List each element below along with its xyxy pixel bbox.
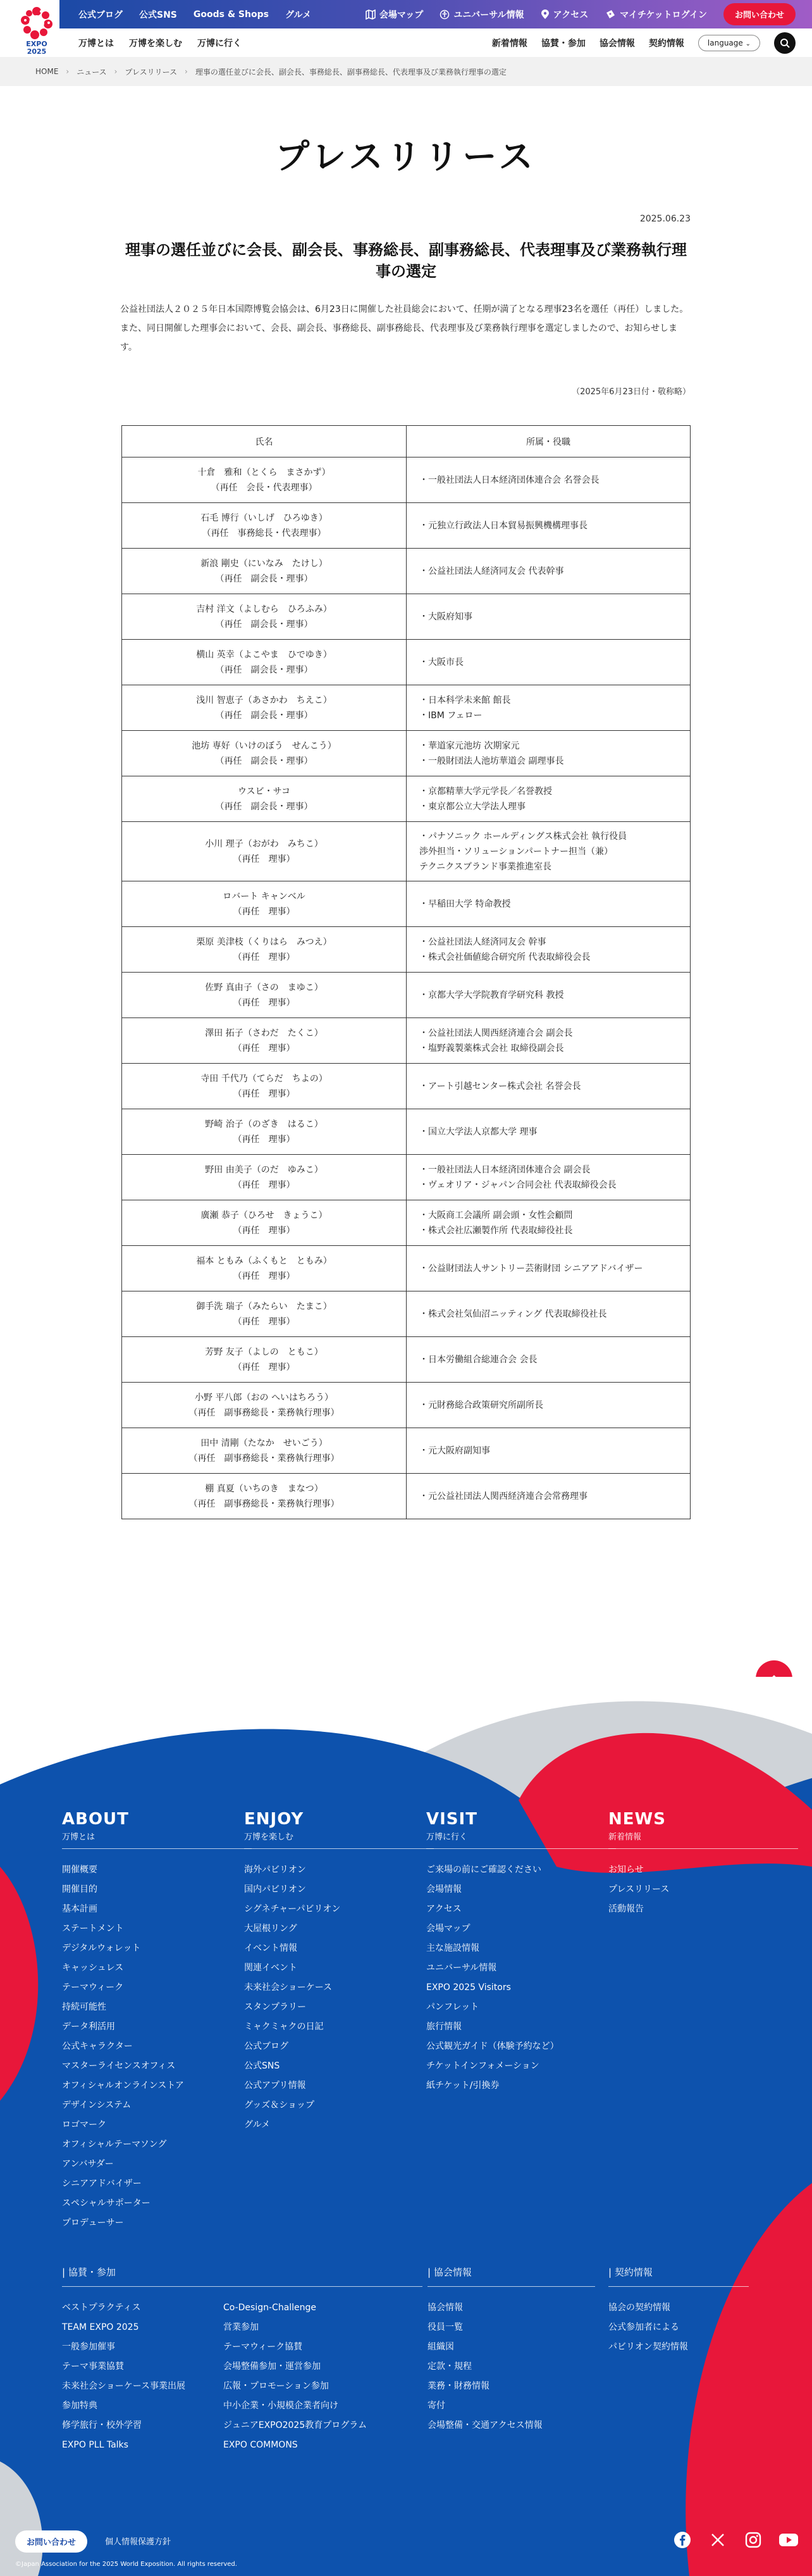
member-affiliation: ・元独立行政法人日本貿易振興機構理事長	[407, 503, 691, 549]
nav-contract[interactable]: 契約情報	[648, 38, 684, 49]
expo-logo[interactable]	[18, 6, 56, 57]
footer-link[interactable]: 公式キャラクター	[62, 2041, 133, 2051]
table-row	[122, 822, 691, 881]
member-name: 栗原 美津枝（くりはら みつえ）	[196, 936, 332, 947]
article-lead: 公益社団法人２０２５年日本国際博覧会協会は、6月23日に開催した社員総会において、任期が満了となる理事23名を選任（再任）しました。また、同日開催した理事会において、会長、副会長、事務総長、副事務総長、代表理事及び業務執行理事を選定しましたので、お知らせします。	[120, 304, 689, 352]
table-row	[122, 549, 691, 594]
top-link-sns[interactable]: 公式SNS	[139, 9, 177, 20]
social-links	[672, 2529, 799, 2551]
footer-link[interactable]: 旅行情報	[426, 2022, 462, 2032]
table-row	[122, 1383, 691, 1428]
expo-logo-mark	[20, 6, 53, 39]
table-row	[122, 927, 691, 973]
member-affiliation: ・パナソニック ホールディングス株式会社 執行役員 渉外担当・ソリューションパートナー担当（兼） テクニクスブランド事業推進室長	[407, 822, 691, 881]
footer-link[interactable]: 公式アプリ情報	[244, 2081, 306, 2091]
chevron-right-icon: ›	[114, 67, 118, 76]
member-affiliation: ・元公益社団法人関西経済連合会常務理事	[407, 1474, 691, 1519]
member-name-cell	[122, 1246, 407, 1291]
breadcrumb-current: 理事の選任並びに会長、副会長、事務総長、副事務総長、代表理事及び業務執行理事の選定	[195, 67, 507, 77]
member-position: （再任 理事）	[233, 1134, 295, 1145]
footer-link[interactable]: 海外パビリオン	[244, 1865, 306, 1875]
sub-nav	[492, 28, 796, 57]
footer-link[interactable]: スタンプラリー	[244, 2002, 306, 2012]
member-name: 佐野 真由子（さの まゆこ）	[205, 982, 323, 993]
table-body	[122, 457, 691, 1519]
member-affiliation: ・国立大学法人京都大学 理事	[407, 1109, 691, 1155]
member-name-cell	[122, 1064, 407, 1109]
footer-link[interactable]: 会場マップ	[426, 1924, 471, 1934]
footer-link[interactable]: 大屋根リング	[244, 1924, 297, 1934]
chevron-right-icon: ›	[185, 67, 188, 76]
footer-column-sub: 万博とは	[62, 1830, 252, 1849]
member-name-cell	[122, 640, 407, 685]
member-name-cell	[122, 927, 407, 973]
footer-link[interactable]: スペシャルサポーター	[62, 2198, 151, 2208]
member-name-cell	[122, 973, 407, 1018]
member-position: （再任 理事）	[233, 854, 295, 864]
footer-link[interactable]: デジタルウォレット	[62, 1943, 141, 1953]
footer-link[interactable]: TEAM EXPO 2025	[62, 2322, 139, 2332]
member-affiliation: ・公益財団法人サントリー芸術財団 シニアアドバイザー	[407, 1246, 691, 1291]
footer-link[interactable]: EXPO 2025 Visitors	[426, 1982, 511, 1993]
table-row	[122, 1064, 691, 1109]
member-name-cell	[122, 1383, 407, 1428]
member-affiliation: ・日本労働組合総連合会 会長	[407, 1337, 691, 1383]
footer-link[interactable]: 未来社会ショーケース	[244, 1982, 333, 1993]
table-row	[122, 1155, 691, 1200]
footer-column-enjoy	[244, 1810, 434, 2135]
member-name-cell	[122, 1200, 407, 1246]
map-icon	[366, 9, 376, 20]
member-affiliation: ・京都精華大学元学長／名誉教授 ・東京都公立大学法人理事	[407, 776, 691, 822]
footer-link[interactable]: 未来社会ショーケース事業出展	[62, 2381, 186, 2391]
footer-link[interactable]: 協会情報	[428, 2303, 463, 2313]
member-position: （再任 理事）	[233, 952, 295, 962]
footer-link[interactable]: 参加特典	[62, 2401, 97, 2411]
footer-contract-section	[608, 2265, 749, 2357]
footer-link[interactable]: 修学旅行・校外学習	[62, 2420, 142, 2430]
breadcrumb-home[interactable]: HOME	[35, 67, 59, 76]
member-affiliation: ・一般社団法人日本経済団体連合会 副会長 ・ヴェオリア・ジャパン合同会社 代表取締役会長	[407, 1155, 691, 1200]
member-affiliation: ・大阪市長	[407, 640, 691, 685]
footer-link[interactable]: 基本計画	[62, 1904, 97, 1914]
table-row	[122, 685, 691, 731]
footer-column-news	[608, 1810, 798, 1919]
member-position: （再任 副事務総長・業務執行理事）	[188, 1453, 340, 1464]
member-affiliation: ・公益社団法人関西経済連合会 副会長 ・塩野義製薬株式会社 取締役副会長	[407, 1018, 691, 1064]
ticket-icon	[605, 9, 616, 20]
member-position: （再任 副会長・理事）	[215, 756, 313, 766]
universal-info-link[interactable]	[440, 8, 524, 21]
member-name: 池坊 専好（いけのぼう せんこう）	[192, 740, 336, 751]
member-position: （再任 副事務総長・業務執行理事）	[188, 1498, 340, 1509]
member-name-cell	[122, 1109, 407, 1155]
facebook-icon[interactable]	[672, 2529, 693, 2551]
member-name: ウスビ・サコ	[237, 786, 291, 797]
footer-column-about	[62, 1810, 252, 2233]
table-row	[122, 1200, 691, 1246]
search-icon	[780, 38, 790, 48]
member-position: （再任 理事）	[233, 1088, 295, 1099]
header-contact-button[interactable]: お問い合わせ	[723, 3, 796, 25]
footer-link[interactable]: 業務・財務情報	[428, 2381, 489, 2391]
venue-map-label: 会場マップ	[379, 9, 424, 20]
footer-link[interactable]: 公式SNS	[244, 2061, 280, 2071]
footer-sponsor-head: | 協賛・参加	[62, 2265, 422, 2287]
table-row	[122, 973, 691, 1018]
table-row	[122, 881, 691, 927]
member-name: 石毛 博行（いしげ ひろゆき）	[200, 513, 328, 523]
member-position: （再任 理事）	[233, 1362, 295, 1372]
page-title: プレスリリース	[275, 137, 537, 177]
nav-news[interactable]: 新着情報	[491, 38, 527, 49]
instagram-icon[interactable]	[742, 2529, 764, 2551]
main-nav	[78, 28, 242, 57]
copyright: ©Japan Association for the 2025 World Exposition. All rights reserved.	[15, 2561, 237, 2568]
footer-link[interactable]: EXPO COMMONS	[223, 2440, 298, 2450]
member-name-cell	[122, 731, 407, 776]
footer-link[interactable]: データ利活用	[62, 2022, 115, 2032]
universal-info-label: ユニバーサル情報	[453, 9, 524, 20]
footer-link[interactable]: 協会の契約情報	[608, 2303, 670, 2313]
my-ticket-login-label: マイチケットログイン	[620, 9, 707, 20]
member-name-cell	[122, 685, 407, 731]
footer-link[interactable]: マスターライセンスオフィス	[62, 2061, 176, 2071]
footer-association-head-label: 協会情報	[433, 2267, 472, 2278]
table-row	[122, 1474, 691, 1519]
footer-link[interactable]: デザインシステム	[62, 2100, 132, 2110]
table-row	[122, 640, 691, 685]
table-row	[122, 457, 691, 503]
footer-link[interactable]: Co-Design-Challenge	[223, 2303, 317, 2313]
table-header-name: 氏名	[122, 426, 407, 457]
footer-link[interactable]: 国内パビリオン	[244, 1884, 306, 1895]
member-name-cell	[122, 881, 407, 927]
member-name: 新浪 剛史（にいなみ たけし）	[200, 558, 328, 569]
member-affiliation: ・株式会社気仙沼ニッティング 代表取締役社長	[407, 1291, 691, 1337]
universal-icon	[440, 9, 450, 20]
footer-column-visit	[426, 1810, 616, 2096]
language-label: language	[707, 38, 743, 47]
search-button[interactable]	[774, 32, 796, 54]
member-name: 小野 平八郎（おの へいはちろう）	[195, 1392, 333, 1403]
header-top-bar	[59, 0, 812, 28]
table-row	[122, 1109, 691, 1155]
member-affiliation: ・華道家元池坊 次期家元 ・一般財団法人池坊華道会 副理事長	[407, 731, 691, 776]
member-name: 横山 英幸（よこやま ひでゆき）	[196, 649, 332, 660]
footer-link[interactable]: ご来場の前にご確認ください	[426, 1865, 541, 1875]
member-name-cell	[122, 457, 407, 503]
footer-link[interactable]: ステートメント	[62, 1924, 124, 1934]
member-affiliation: ・一般社団法人日本経済団体連合会 名誉会長	[407, 457, 691, 503]
footer-link[interactable]: 紙チケット/引換券	[426, 2081, 500, 2091]
language-select[interactable]	[698, 35, 760, 51]
venue-map-link[interactable]	[366, 8, 423, 21]
footer-column-head[interactable]: ABOUT	[62, 1810, 129, 1829]
footer-association-head: | 協会情報	[428, 2265, 595, 2287]
footer-link[interactable]: グッズ＆ショップ	[244, 2100, 315, 2110]
footer-link[interactable]: チケットインフォメーション	[426, 2061, 539, 2071]
member-name: 御手洗 瑞子（みたらい たまこ）	[196, 1301, 332, 1312]
footer-link[interactable]: オフィシャルオンラインストア	[62, 2081, 184, 2091]
member-name-cell	[122, 549, 407, 594]
table-row	[122, 731, 691, 776]
nav-visit[interactable]: 万博に行く	[197, 38, 242, 49]
site-footer	[0, 1677, 812, 2576]
member-affiliation: ・公益社団法人経済同友会 幹事 ・株式会社価値総合研究所 代表取締役会長	[407, 927, 691, 973]
member-name-cell	[122, 503, 407, 549]
breadcrumb	[0, 57, 812, 86]
top-link-gourmet[interactable]: グルメ	[285, 9, 312, 20]
member-name: 十倉 雅和（とくら まさかず）	[197, 467, 331, 478]
member-position: （再任 理事）	[233, 1316, 295, 1327]
footer-link[interactable]: 主な施設情報	[426, 1943, 479, 1953]
nav-about[interactable]: 万博とは	[78, 38, 114, 49]
top-link-goods[interactable]: Goods & Shops	[193, 9, 269, 20]
footer-association-section	[428, 2265, 595, 2436]
table-row	[122, 1337, 691, 1383]
footer-link[interactable]: グルメ	[244, 2120, 271, 2130]
location-pin-icon	[541, 9, 550, 20]
member-affiliation: ・大阪府知事	[407, 594, 691, 640]
footer-column-sub: 万博に行く	[426, 1830, 616, 1849]
member-position: （再任 副会長・理事）	[215, 801, 313, 812]
table-row	[122, 503, 691, 549]
nav-enjoy[interactable]: 万博を楽しむ	[129, 38, 182, 49]
footer-link[interactable]: テーマウィーク協賛	[223, 2342, 303, 2352]
footer-column-head[interactable]: NEWS	[608, 1810, 666, 1829]
footer-link[interactable]: 開催概要	[62, 1865, 97, 1875]
member-name: 田中 清剛（たなか せいごう）	[200, 1438, 328, 1448]
table-header-affiliation: 所属・役職	[407, 426, 691, 457]
footer-link[interactable]: 関連イベント	[244, 1963, 297, 1973]
footer-link[interactable]: 広報・プロモーション参加	[223, 2381, 329, 2391]
access-label: アクセス	[553, 9, 589, 20]
footer-link[interactable]: EXPO PLL Talks	[62, 2440, 128, 2450]
table-row	[122, 1018, 691, 1064]
member-affiliation: ・日本科学未来館 館長 ・IBM フェロー	[407, 685, 691, 731]
member-position: （再任 副会長・理事）	[215, 710, 313, 721]
footer-link[interactable]: テーマウィーク	[62, 1982, 124, 1993]
member-name: 澤田 拓子（さわだ たくこ）	[205, 1028, 323, 1038]
footer-contract-head: | 契約情報	[608, 2265, 749, 2287]
footer-contract-head-label: 契約情報	[614, 2267, 653, 2278]
footer-link[interactable]: 持続可能性	[62, 2002, 106, 2012]
article-title: 理事の選任並びに会長、副会長、事務総長、副事務総長、代表理事及び業務執行理事の選定	[125, 241, 687, 280]
footer-link[interactable]: お知らせ	[608, 1865, 644, 1875]
member-position: （再任 理事）	[233, 997, 295, 1008]
top-link-blog[interactable]: 公式ブログ	[78, 9, 123, 20]
member-name: 野崎 治子（のざき はるこ）	[205, 1119, 323, 1129]
member-name: 小川 理子（おがわ みちこ）	[205, 838, 323, 849]
article-note: （2025年6月23日付・敬称略）	[572, 387, 691, 397]
footer-link[interactable]: テーマ事業協賛	[62, 2361, 124, 2372]
member-affiliation: ・京都大学大学院教育学研究科 教授	[407, 973, 691, 1018]
table-row	[122, 594, 691, 640]
footer-link[interactable]: ユニバーサル情報	[426, 1963, 497, 1973]
access-link[interactable]	[541, 8, 589, 21]
member-name-cell	[122, 1428, 407, 1474]
member-name-cell	[122, 1337, 407, 1383]
member-position: （再任 副会長・理事）	[215, 573, 313, 584]
footer-link[interactable]: 活動報告	[608, 1904, 644, 1914]
member-position: （再任 副会長・理事）	[215, 619, 313, 630]
logo-text-year: 2025	[27, 47, 47, 56]
footer-link[interactable]: 公式参加者による パビリオン契約情報	[608, 2322, 688, 2352]
table-row	[122, 1428, 691, 1474]
table-row	[122, 776, 691, 822]
chevron-right-icon: ›	[66, 67, 70, 76]
member-name: ロバート キャンベル	[223, 891, 305, 902]
member-position: （再任 事務総長・代表理事）	[202, 528, 326, 538]
member-position: （再任 副事務総長・業務執行理事）	[188, 1407, 340, 1418]
footer-column-head[interactable]: ENJOY	[244, 1810, 304, 1829]
footer-link[interactable]: 会場整備・交通アクセス情報	[428, 2420, 543, 2430]
my-ticket-login-link[interactable]	[605, 8, 707, 21]
footer-link[interactable]: 中小企業・小規模企業者向け	[223, 2401, 338, 2411]
member-affiliation: ・元財務総合政策研究所副所長	[407, 1383, 691, 1428]
breadcrumb-press-release[interactable]: プレスリリース	[125, 67, 177, 77]
member-name: 棚 真夏（いちのき まなつ）	[205, 1483, 323, 1494]
footer-sponsor-head-label: 協賛・参加	[68, 2267, 116, 2278]
member-name: 吉村 洋文（よしむら ひろふみ）	[196, 604, 332, 614]
member-affiliation: ・公益社団法人経済同友会 代表幹事	[407, 549, 691, 594]
member-affiliation: ・元大阪府副知事	[407, 1428, 691, 1474]
footer-link[interactable]: 公式観光ガイド（体験予約など）	[426, 2041, 559, 2051]
chevron-down-icon: ⌄	[745, 40, 751, 47]
footer-link[interactable]: 寄付	[428, 2401, 445, 2411]
member-position: （再任 理事）	[233, 1271, 295, 1281]
footer-link[interactable]: 会場整備参加・運営参加	[223, 2361, 321, 2372]
footer-link[interactable]: パンフレット	[426, 2002, 479, 2012]
footer-link[interactable]: キャッシュレス	[62, 1963, 124, 1973]
footer-link[interactable]: 営業参加	[223, 2322, 259, 2332]
board-members-table	[121, 425, 691, 1519]
member-name: 芳野 友子（よしの ともこ）	[205, 1347, 323, 1357]
nav-association[interactable]: 協会情報	[599, 38, 635, 49]
member-affiliation: ・大阪商工会議所 副会頭・女性会顧問 ・株式会社広瀬製作所 代表取締役社長	[407, 1200, 691, 1246]
footer-bottom-bar	[0, 2515, 812, 2576]
member-affiliation: ・アート引越センター株式会社 名誉会長	[407, 1064, 691, 1109]
footer-link[interactable]: アンバサダー	[62, 2159, 114, 2169]
footer-link[interactable]: プレスリリース	[608, 1884, 670, 1895]
member-position: （再任 会長・代表理事）	[211, 482, 317, 493]
member-name-cell	[122, 776, 407, 822]
footer-link[interactable]: ジュニアEXPO2025教育プログラム	[223, 2420, 367, 2430]
footer-link[interactable]: 公式ブログ	[244, 2041, 288, 2051]
footer-link[interactable]: 一般参加催事	[62, 2342, 115, 2352]
member-affiliation: ・早稲田大学 特命教授	[407, 881, 691, 927]
footer-link[interactable]: ミャクミャクの日記	[244, 2022, 324, 2032]
footer-link[interactable]: オフィシャルテーマソング	[62, 2139, 167, 2150]
table-row	[122, 1291, 691, 1337]
member-name: 廣瀬 恭子（ひろせ きょうこ）	[200, 1210, 328, 1221]
footer-link[interactable]: プロデューサー	[62, 2218, 124, 2228]
member-position: （再任 副会長・理事）	[215, 664, 313, 675]
member-name-cell	[122, 1291, 407, 1337]
table-row	[122, 1246, 691, 1291]
member-name-cell	[122, 594, 407, 640]
youtube-icon[interactable]	[778, 2529, 799, 2551]
site-header	[0, 0, 812, 57]
x-twitter-icon[interactable]	[707, 2529, 729, 2551]
breadcrumb-news[interactable]: ニュース	[77, 67, 107, 77]
member-name: 福本 ともみ（ふくもと ともみ）	[196, 1255, 332, 1266]
footer-link[interactable]: シグネチャーパビリオン	[244, 1904, 341, 1914]
footer-sponsor-section	[62, 2265, 422, 2455]
member-position: （再任 理事）	[233, 1179, 295, 1190]
footer-link[interactable]: シニアアドバイザー	[62, 2179, 142, 2189]
footer-column-sub: 新着情報	[608, 1830, 798, 1849]
member-name: 浅川 智恵子（あさかわ ちえこ）	[196, 695, 332, 706]
article-date: 2025.06.23	[639, 214, 691, 224]
footer-link[interactable]: ロゴマーク	[62, 2120, 106, 2130]
member-name-cell	[122, 822, 407, 881]
member-position: （再任 理事）	[233, 1043, 295, 1054]
member-position: （再任 理事）	[233, 906, 295, 917]
member-name-cell	[122, 1474, 407, 1519]
footer-link[interactable]: 会場情報	[426, 1884, 462, 1895]
privacy-policy-link[interactable]: 個人情報保護方針	[105, 2537, 171, 2547]
footer-link[interactable]: 定款・規程	[428, 2361, 472, 2372]
footer-link[interactable]: 組織図	[428, 2342, 454, 2352]
member-name: 寺田 千代乃（てらだ ちよの）	[200, 1073, 328, 1084]
footer-contact-button[interactable]: お問い合わせ	[15, 2530, 87, 2553]
footer-column-head[interactable]: VISIT	[426, 1810, 477, 1829]
member-name-cell	[122, 1018, 407, 1064]
logo-text-expo: EXPO	[26, 40, 47, 48]
nav-sponsor[interactable]: 協賛・参加	[541, 38, 586, 49]
footer-link[interactable]: 役員一覧	[428, 2322, 463, 2332]
member-name: 野田 由美子（のだ ゆみこ）	[205, 1164, 323, 1175]
footer-link[interactable]: ベストプラクティス	[62, 2303, 141, 2313]
footer-link[interactable]: イベント情報	[244, 1943, 297, 1953]
footer-link[interactable]: アクセス	[426, 1904, 462, 1914]
footer-link[interactable]: 開催目的	[62, 1884, 97, 1895]
member-position: （再任 理事）	[233, 1225, 295, 1236]
member-name-cell	[122, 1155, 407, 1200]
footer-column-sub: 万博を楽しむ	[244, 1830, 434, 1849]
